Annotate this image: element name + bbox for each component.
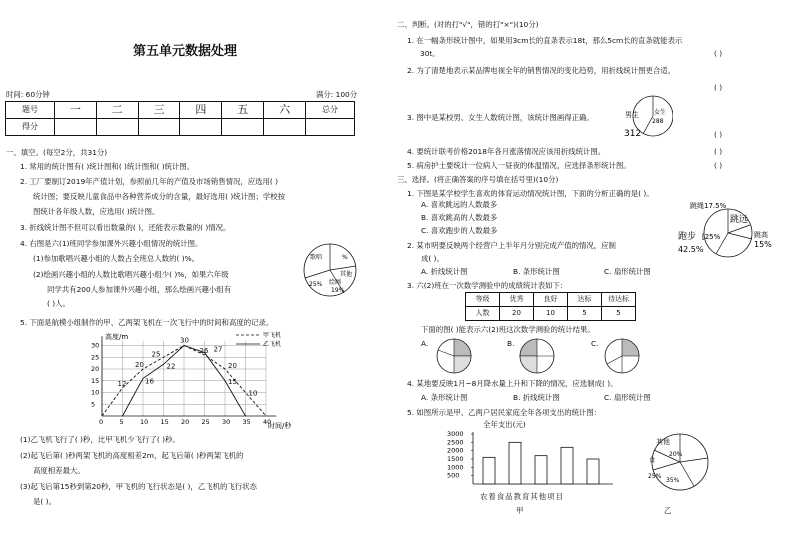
- expense-bar: [483, 457, 495, 484]
- expense-pie-20: 20%: [669, 451, 683, 458]
- option-c-pie-icon[interactable]: [603, 337, 641, 375]
- section-2-heading: 二、判断。(对的打"√"，错的打"×")(10分): [397, 20, 539, 29]
- bar-x-label: 农着食品教育其他项目: [480, 492, 564, 501]
- s2-q5: 5. 病房护士要统计一位病人一昼夜的体温情况，应选择条形统计图。: [407, 161, 631, 170]
- s3-q1-option-b[interactable]: B. 喜欢跳高的人数最多: [421, 213, 498, 222]
- score-header-cell: 六: [264, 102, 306, 119]
- x-tick-label: 30: [222, 418, 231, 426]
- s3-q4-option-c[interactable]: C. 扇形统计图: [604, 393, 651, 402]
- rank-header-cell: 达标: [568, 293, 602, 307]
- data-label: 15: [228, 377, 237, 386]
- s3-q3-option-b[interactable]: B.: [507, 339, 515, 348]
- s2-q1-cont: 30t。: [420, 49, 440, 58]
- data-label: 26: [199, 346, 209, 355]
- data-label: 22: [166, 362, 176, 371]
- data-label: 20: [228, 362, 237, 370]
- s1-q2-cont: 统计图；要反映儿童食品中各种营养成分的含量，最好选用( )统计图；学校按: [33, 192, 286, 201]
- s1-q5-3: (3)起飞后第15秒到第20秒，甲飞机的飞行状态是( )，乙飞机的飞行状态: [20, 482, 257, 491]
- pie-label-pct: %: [342, 254, 348, 261]
- s1-q4: 4. 右图是六(1)班同学参加课外兴趣小组情况的统计图。: [20, 239, 203, 248]
- expense-pie-other: 其他: [656, 438, 670, 446]
- s3-q4-option-a[interactable]: A. 条形统计图: [421, 393, 468, 402]
- option-a-pie-icon[interactable]: [435, 337, 473, 375]
- s3-q4: 4. 某地要反映1月~8月降水量上升和下降的情况，应选制成( )。: [407, 379, 618, 388]
- expense-pie-chart: [636, 428, 716, 498]
- s3-q2: 2. 某市明要反映两个经营户上半年月分别完成产值的情况，应制: [407, 241, 616, 250]
- s1-q2-cont2: 图统计各年级人数，应选用( )统计图。: [33, 207, 160, 216]
- sports-pie-chart: [676, 199, 776, 259]
- rank-cell: 人数: [466, 307, 500, 321]
- girl-label: 女生: [654, 109, 667, 116]
- sports-label-25: [25%: [702, 233, 721, 241]
- bar-y-tick-label: 1500: [447, 455, 464, 463]
- s2-q2: 2. 为了清楚地表示某品牌电视全年的销售情况的变化趋势，用折线统计图更合适。: [407, 66, 676, 75]
- page-title: 第五单元数据处理: [133, 44, 238, 59]
- score-header-cell: 题号: [6, 102, 55, 119]
- score-cell[interactable]: [264, 119, 306, 136]
- data-label: 27: [213, 345, 223, 354]
- score-header-cell: 三: [138, 102, 180, 119]
- bar-y-tick-label: 2000: [447, 446, 464, 455]
- rank-header-cell: 优秀: [500, 293, 534, 307]
- s1-q5-3-cont: 是( )。: [33, 497, 56, 506]
- y-tick-label: 10: [91, 388, 100, 397]
- expense-pie-35: 35%: [666, 477, 680, 484]
- score-cell[interactable]: [138, 119, 180, 136]
- sports-label-15: 15%: [754, 240, 772, 249]
- pie-label-singing: 歌唱: [310, 254, 323, 261]
- x-tick-label: 15: [160, 418, 169, 426]
- s1-q4-2-cont: 同学共有200人参加课外兴趣小组，那么绘画兴趣小组有: [47, 285, 232, 294]
- section-3-heading: 三、选择。(将正确答案的序号填在括号里)(10分): [397, 175, 559, 184]
- score-header-cell: 四: [180, 102, 222, 119]
- score-row-label: 得分: [6, 119, 55, 136]
- data-label: 12: [117, 379, 127, 388]
- s1-q1: 1. 常用的统计图有( )统计图和( )统计图和( )统计图。: [20, 162, 195, 171]
- bar-chart-label: 甲: [516, 506, 524, 515]
- s1-q5-2: (2)起飞后第( )秒两架飞机的高度相差2m，起飞后第( )秒两架飞机的: [20, 451, 244, 460]
- data-label: 10: [248, 389, 258, 398]
- pie-label-other: 其他: [340, 271, 353, 278]
- interest-pie-chart: [302, 242, 358, 298]
- y-tick-label: 20: [91, 365, 100, 373]
- score-cell[interactable]: [306, 119, 355, 136]
- score-header-cell: 二: [96, 102, 138, 119]
- pie-label-painting: 绘画: [329, 279, 342, 286]
- expense-bar: [535, 456, 547, 484]
- s2-q3-answer[interactable]: ( ): [714, 130, 723, 139]
- score-cell[interactable]: [96, 119, 138, 136]
- sports-label-tiaosheng: 跳绳17.5%: [690, 202, 727, 210]
- s3-q1: 1. 下图是某学校学生喜欢的体育运动情况统计图，下面的分析正确的是( )。: [407, 189, 654, 198]
- expense-bar: [587, 459, 599, 484]
- s2-q1-answer[interactable]: ( ): [714, 49, 723, 58]
- score-cell[interactable]: [180, 119, 222, 136]
- s3-q1-option-a[interactable]: A. 喜欢跳远的人数最多: [421, 200, 498, 209]
- x-tick-label: 25: [201, 418, 210, 426]
- option-b-pie-icon[interactable]: [518, 337, 556, 375]
- sports-label-tiaogao: 跳高: [754, 231, 768, 239]
- expense-bar: [561, 447, 573, 484]
- x-tick-label: 35: [242, 418, 251, 426]
- y-tick-label: 15: [91, 376, 100, 385]
- rank-cell: 10: [534, 307, 568, 321]
- expense-pie-25: 25%: [648, 473, 662, 480]
- y-axis-label: 高度/m: [105, 333, 129, 341]
- s3-q2-option-c[interactable]: C. 扇形统计图: [604, 267, 651, 276]
- rank-cell: 5: [602, 307, 636, 321]
- s1-q2: 2. 工厂要制订2019年产值计划，参照前几年的产值及市场销售情况，应选用( ): [20, 177, 279, 186]
- pie-label-25: 25%: [309, 281, 323, 288]
- section-1-heading: 一、填空。(每空2分，共31分): [6, 148, 108, 157]
- score-cell[interactable]: [55, 119, 97, 136]
- score-table: [5, 101, 355, 136]
- score-cell[interactable]: [222, 119, 264, 136]
- y-tick-label: 5: [91, 400, 96, 409]
- score-header-cell: 一: [55, 102, 97, 119]
- s3-q3-option-a[interactable]: A.: [421, 339, 429, 348]
- x-tick-label: 0: [99, 418, 104, 426]
- s2-q2-answer[interactable]: ( ): [714, 83, 723, 92]
- s2-q1: 1. 在一幅条形统计图中，如果用3cm长的直条表示18t，那么5cm长的直条就能表示: [407, 36, 683, 45]
- x-tick-label: 10: [140, 418, 149, 426]
- rank-cell: 20: [500, 307, 534, 321]
- sports-label-paobu: 跑步: [678, 232, 697, 242]
- y-tick-label: 25: [91, 353, 100, 362]
- expense-pie-food: 食: [649, 457, 656, 464]
- bar-y-tick-label: 3000: [447, 430, 464, 438]
- pie-chart-label: 乙: [664, 506, 672, 515]
- s1-q4-2: (2)绘画兴趣小组的人数比歌唱兴趣小组少( )%，如果六年级: [33, 270, 229, 279]
- score-header-cell: 五: [222, 102, 264, 119]
- rank-header-cell: 良好: [534, 293, 568, 307]
- s1-q5-2-cont: 高度相差最大。: [33, 466, 85, 475]
- s3-q1-option-c[interactable]: C. 喜欢跑步的人数最多: [421, 226, 498, 235]
- data-label: 20: [135, 361, 144, 369]
- time-limit: 时间: 60分钟: [6, 90, 50, 99]
- x-tick-label: 40: [263, 418, 272, 426]
- s2-q4: 4. 要统计联考价格2018年各月涨落情况应该用折线统计图。: [407, 147, 606, 156]
- x-tick-label: 20: [181, 418, 190, 426]
- sports-label-425: 42.5%: [678, 245, 704, 254]
- bar-chart-title: 全年支出(元): [483, 420, 526, 429]
- s3-q2-option-b[interactable]: B. 条形统计图: [513, 267, 560, 276]
- data-label: 25: [151, 350, 161, 359]
- flight-line-chart: [78, 330, 310, 430]
- s3-q3-text: 下面的图( )能表示六(2)班这次数学测验的统计结果。: [421, 325, 595, 334]
- score-header-cell: 总分: [306, 102, 355, 119]
- legend-yi-label: 乙飞机: [263, 341, 282, 348]
- expense-bar: [509, 442, 521, 484]
- girl-count: 288: [652, 118, 664, 125]
- legend-jia-label: 甲飞机: [263, 332, 282, 339]
- s3-q2-option-a[interactable]: A. 折线统计图: [421, 267, 468, 276]
- s2-q5-answer[interactable]: ( ): [714, 161, 723, 170]
- expense-bar-chart: [445, 428, 625, 500]
- s1-q5-1: (1)乙飞机飞行了( )秒，比甲飞机少飞行了( )秒。: [20, 435, 180, 444]
- y-tick-label: 30: [91, 341, 100, 350]
- gender-pie-chart: [623, 90, 673, 140]
- s1-q4-2-cont2: ( )人。: [47, 299, 70, 308]
- rank-table: [465, 292, 636, 321]
- sports-label-tiaoyuan: 跳远: [730, 215, 749, 225]
- s1-q3: 3. 折线统计图不但可以看出数量的( )，还能表示数量的( )情况。: [20, 223, 231, 232]
- data-label: 30: [180, 336, 189, 345]
- boy-count: 312: [624, 129, 642, 139]
- x-tick-label: 5: [119, 418, 124, 426]
- s2-q4-answer[interactable]: ( ): [714, 147, 723, 156]
- rank-header-cell: 等级: [466, 293, 500, 307]
- boy-label: 男生: [625, 111, 639, 119]
- rank-cell: 5: [568, 307, 602, 321]
- bar-y-tick-label: 1000: [447, 463, 464, 472]
- s1-q5: 5. 下面是航模小组制作的甲、乙两架飞机在一次飞行中的时间和高度的记录。: [20, 318, 274, 327]
- x-axis-label: 时间/秒: [268, 422, 292, 430]
- full-score: 满分: 100分: [316, 90, 358, 99]
- s3-q5: 5. 如图所示是甲、乙两户居民家庭全年各项支出的统计图：: [407, 408, 602, 417]
- pie-label-19: 19%: [331, 287, 345, 294]
- rank-header-cell: 待达标: [602, 293, 636, 307]
- s3-q2-cont: 成( )。: [421, 254, 444, 263]
- s3-q3: 3. 六(2)班在一次数学测验中的成绩统计表如下：: [407, 281, 568, 290]
- s3-q4-option-b[interactable]: B. 折线统计图: [513, 393, 560, 402]
- bar-y-tick-label: 500: [447, 471, 460, 480]
- bar-y-tick-label: 2500: [447, 438, 464, 447]
- s1-q4-1: (1)参加歌唱兴趣小组的人数占全班总人数的( )%。: [33, 254, 200, 263]
- s2-q3: 3. 图中是某校男、女生人数统计图，该统计图画得正确。: [407, 113, 594, 122]
- s3-q3-option-c[interactable]: C.: [591, 339, 599, 348]
- data-label: 16: [145, 377, 154, 386]
